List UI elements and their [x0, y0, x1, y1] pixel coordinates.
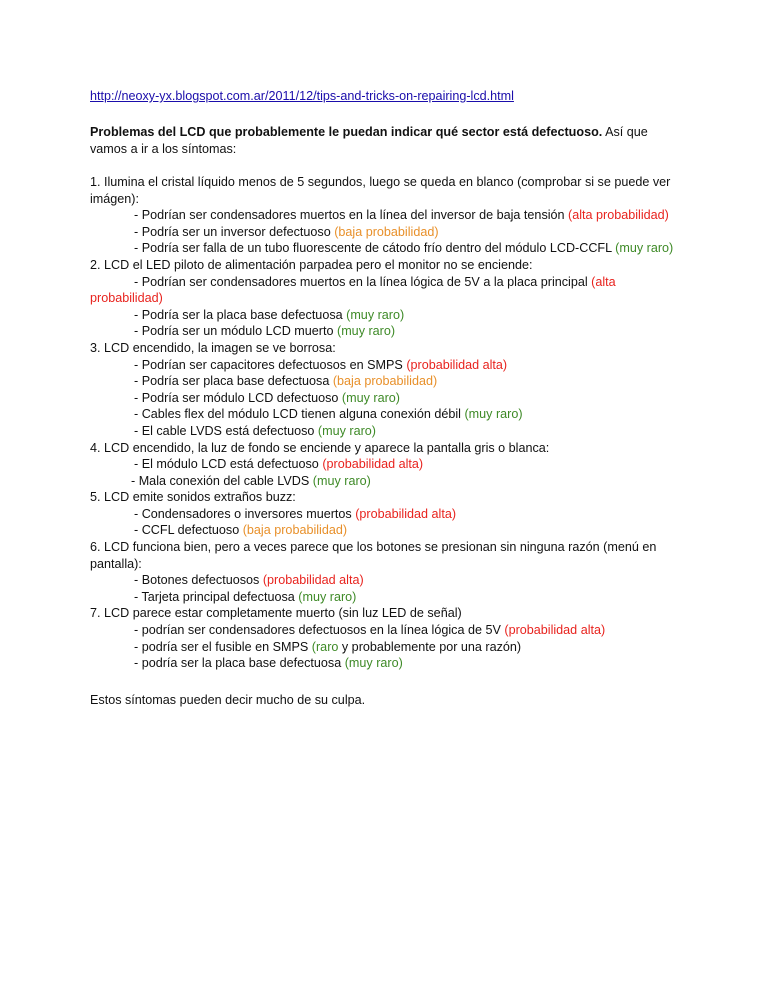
intro-rest-text: Así que vamos a ir a los síntomas: — [90, 125, 648, 156]
cause-item — [90, 456, 680, 473]
cause-text: - Cables flex del módulo LCD tienen alguna conexión débil — [134, 407, 465, 422]
symptom-title: 7. LCD parece estar completamente muerto (sin luz LED de señal) — [90, 606, 462, 621]
cause-text: - CCFL defectuoso — [134, 523, 243, 538]
cause-item — [90, 406, 680, 423]
cause-text-after: y probablemente por una razón) — [338, 639, 522, 654]
cause-item — [90, 240, 680, 257]
cause-text: - Podría ser un módulo LCD muerto — [134, 324, 337, 339]
probability-tag: (probabilidad alta) — [262, 573, 364, 588]
cause-item — [90, 622, 680, 639]
cause-item — [90, 473, 680, 490]
probability-tag: (raro — [311, 639, 339, 654]
closing-paragraph: Estos síntomas pueden decir mucho de su culpa. — [90, 693, 366, 707]
cause-text: - Podría ser la placa base defectuosa — [134, 307, 347, 322]
symptom-list — [90, 174, 680, 672]
symptom-title: 3. LCD encendido, la imagen se ve borrosa: — [90, 340, 336, 355]
probability-tag: (alta probabilidad) — [568, 208, 669, 223]
probability-tag: (alta probabilidad) — [90, 274, 616, 306]
source-link[interactable]: http://neoxy-yx.blogspot.com.ar/2011/12/tips-and-tricks-on-repairing-lcd.html — [90, 89, 514, 103]
cause-text: - Condensadores o inversores muertos — [134, 506, 356, 521]
cause-item — [90, 307, 680, 324]
cause-item — [90, 506, 680, 523]
cause-text: - Podrían ser condensadores muertos en la línea del inversor de baja tensión — [134, 208, 569, 223]
probability-tag: (probabilidad alta) — [504, 623, 606, 638]
cause-item — [90, 357, 680, 374]
probability-tag: (muy raro) — [341, 390, 400, 405]
probability-tag: (muy raro) — [346, 307, 405, 322]
cause-text: - podrían ser condensadores defectuosos en la línea lógica de 5V — [134, 623, 505, 638]
cause-item — [90, 323, 680, 340]
cause-item — [90, 274, 680, 307]
probability-tag: (probabilidad alta) — [406, 357, 508, 372]
symptom-title: 6. LCD funciona bien, pero a veces parece que los botones se presionan sin ninguna razón (menú en pantalla): — [90, 540, 657, 571]
intro-paragraph — [90, 124, 680, 158]
probability-tag: (probabilidad alta) — [355, 506, 457, 521]
cause-text: - podría ser la placa base defectuosa — [134, 656, 345, 671]
probability-tag: (muy raro) — [464, 407, 523, 422]
cause-text: - Mala conexión del cable LVDS — [131, 473, 313, 488]
cause-text: - Podría ser placa base defectuosa — [134, 374, 333, 389]
cause-text: - Botones defectuosos — [134, 573, 263, 588]
probability-tag: (probabilidad alta) — [322, 457, 424, 472]
cause-item — [90, 373, 680, 390]
cause-text: - Podría ser módulo LCD defectuoso — [134, 390, 342, 405]
cause-item — [90, 639, 680, 656]
cause-text: - Podrían ser capacitores defectuosos en SMPS — [134, 357, 407, 372]
probability-tag: (muy raro) — [337, 324, 396, 339]
cause-item — [90, 655, 680, 672]
cause-text: - Podría ser falla de un tubo fluorescente de cátodo frío dentro del módulo LCD-CCFL — [134, 241, 616, 256]
probability-tag: (muy raro) — [344, 656, 403, 671]
symptom-title: 1. Ilumina el cristal líquido menos de 5 segundos, luego se queda en blanco (comprobar si se puede ver imágen): — [90, 175, 671, 206]
cause-item — [90, 522, 680, 539]
cause-text: - El módulo LCD está defectuoso — [134, 457, 323, 472]
probability-tag: (muy raro) — [298, 589, 357, 604]
probability-tag: (baja probabilidad) — [334, 224, 439, 239]
cause-text: - podría ser el fusible en SMPS — [134, 639, 312, 654]
cause-text: - Podrían ser condensadores muertos en la línea lógica de 5V a la placa principal — [134, 274, 592, 289]
cause-item — [90, 224, 680, 241]
cause-item — [90, 423, 680, 440]
symptom-title: 2. LCD el LED piloto de alimentación parpadea pero el monitor no se enciende: — [90, 257, 533, 272]
cause-item — [90, 572, 680, 589]
cause-text: - Tarjeta principal defectuosa — [134, 589, 299, 604]
cause-text: - El cable LVDS está defectuoso — [134, 423, 318, 438]
probability-tag: (muy raro) — [317, 423, 376, 438]
intro-bold-text: Problemas del LCD que probablemente le puedan indicar qué sector está defectuoso. — [90, 125, 603, 139]
probability-tag: (muy raro) — [312, 473, 371, 488]
cause-item — [90, 207, 680, 224]
cause-item — [90, 390, 680, 407]
probability-tag: (baja probabilidad) — [242, 523, 348, 538]
probability-tag: (muy raro) — [615, 241, 674, 256]
cause-text: - Podría ser un inversor defectuoso — [134, 224, 335, 239]
symptom-title: 4. LCD encendido, la luz de fondo se enciende y aparece la pantalla gris o blanca: — [90, 440, 550, 455]
cause-item — [90, 589, 680, 606]
probability-tag: (baja probabilidad) — [332, 374, 438, 389]
symptom-title: 5. LCD emite sonidos extraños buzz: — [90, 490, 296, 505]
